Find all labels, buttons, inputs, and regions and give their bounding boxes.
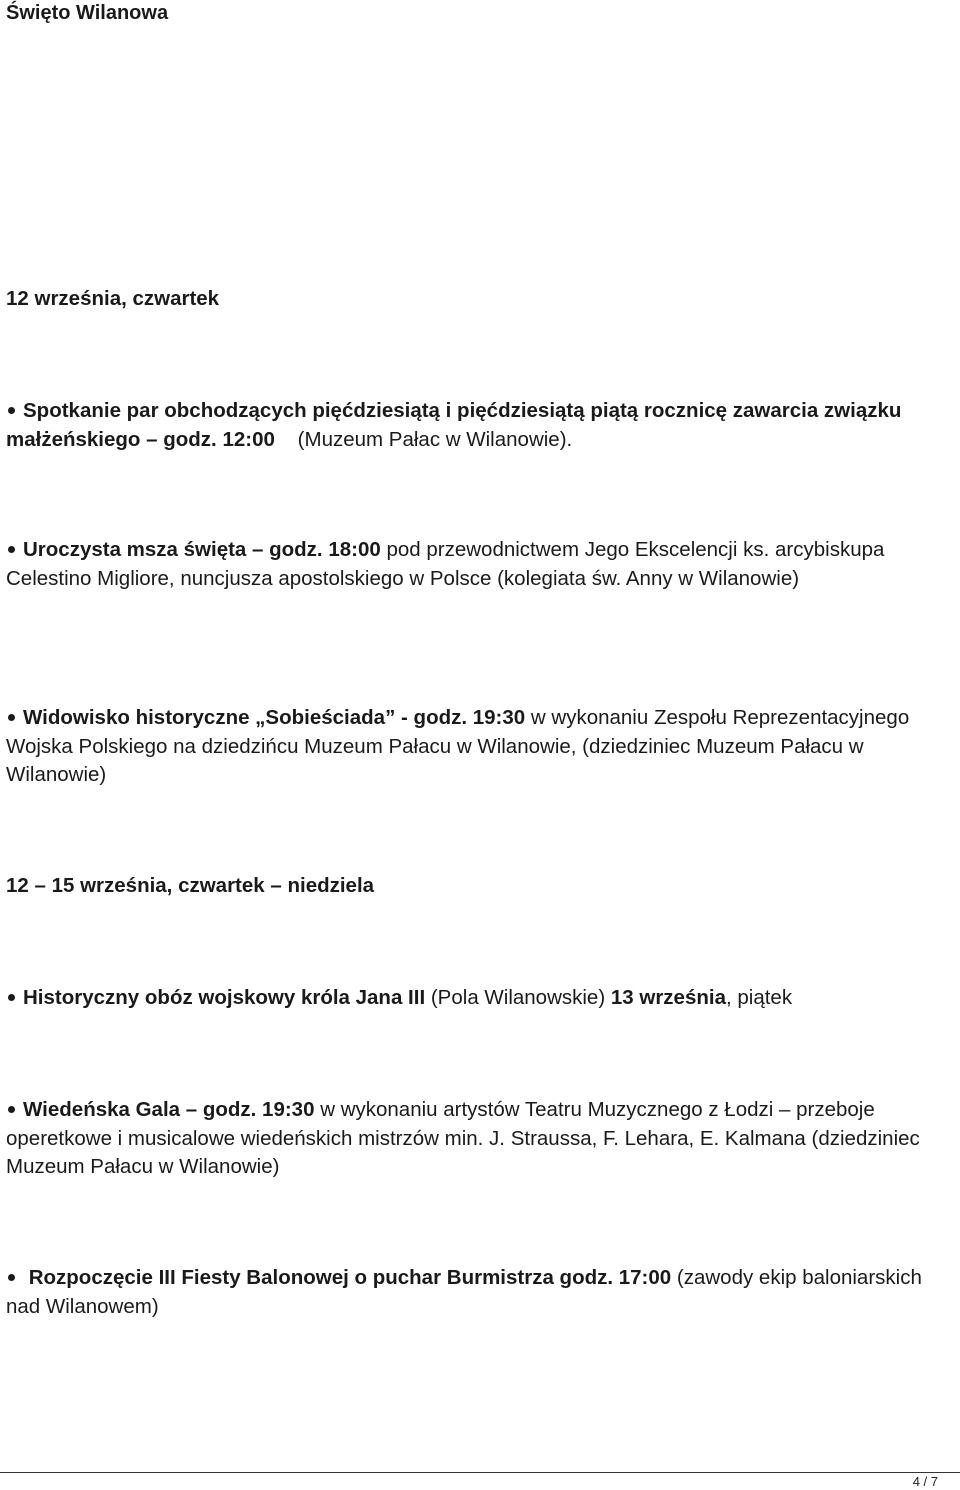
event-title: Uroczysta msza święta – godz. 18:00 (23, 538, 381, 561)
event-details: w wykonaniu Zespołu Reprezentacyjnego Wojska Polskiego na dziedzińcu Muzeum Pałacu w Wilanowie, (dziedziniec Muzeum Pałacu w Wilanowie) (6, 706, 910, 786)
event-details: w wykonaniu artystów Teatru Muzycznego z Łodzi – przeboje operetkowe i musicalowe wiedeńskich mistrzów min. J. Straussa, F. Lehara, E. Kalmana (dziedziniec Muzeum Pałacu w Wilanowie) (6, 1098, 920, 1178)
event-title: Rozpoczęcie III Fiesty Balonowej o puchar Burmistrza godz. 17:00 (28, 1266, 672, 1289)
date-heading-12-sept: 12 września, czwartek (6, 287, 220, 310)
event-item-couples (6, 397, 956, 454)
bullet-icon (8, 1274, 15, 1281)
footer-divider (0, 1472, 960, 1473)
event-item-mass (6, 536, 956, 593)
date-heading-12-15-sept: 12 – 15 września, czwartek – niedziela (6, 874, 375, 897)
event-location: (Muzeum Pałac w Wilanowie). (297, 427, 573, 451)
event-location: (Pola Wilanowskie) (430, 986, 606, 1009)
event-title: Widowisko historyczne „Sobieściada” - godz. 19:30 (23, 706, 526, 729)
event-item-balloon (6, 1264, 956, 1321)
event-title: Historyczny obóz wojskowy króla Jana III (23, 986, 426, 1009)
event-details: pod przewodnictwem Jego Ekscelencji ks. arcybiskupa Celestino Migliore, nuncjusza apostolskiego w Polsce (kolegiata św. Anny w Wilanowie) (6, 538, 885, 590)
event-details: (zawody ekip baloniarskich nad Wilanowem) (6, 1266, 922, 1318)
page-number: 4 / 7 (912, 1474, 938, 1489)
page-title: Święto Wilanowa (6, 2, 169, 24)
bullet-icon (8, 994, 15, 1001)
event-item-camp (6, 984, 956, 1013)
bullet-icon (8, 714, 15, 721)
event-item-sobiesciada (6, 704, 956, 790)
event-title: Spotkanie par obchodzących pięćdziesiątą i pięćdziesiątą piątą rocznicę zawarcia związku małżeńskiego – godz. 12:00 (6, 399, 902, 451)
bullet-icon (8, 546, 15, 553)
event-title: Wiedeńska Gala – godz. 19:30 (23, 1098, 315, 1121)
event-item-gala (6, 1096, 956, 1182)
event-day: , piątek (725, 986, 793, 1009)
bullet-icon (8, 1106, 15, 1113)
event-date: 13 września (610, 986, 726, 1009)
bullet-icon (8, 407, 15, 414)
